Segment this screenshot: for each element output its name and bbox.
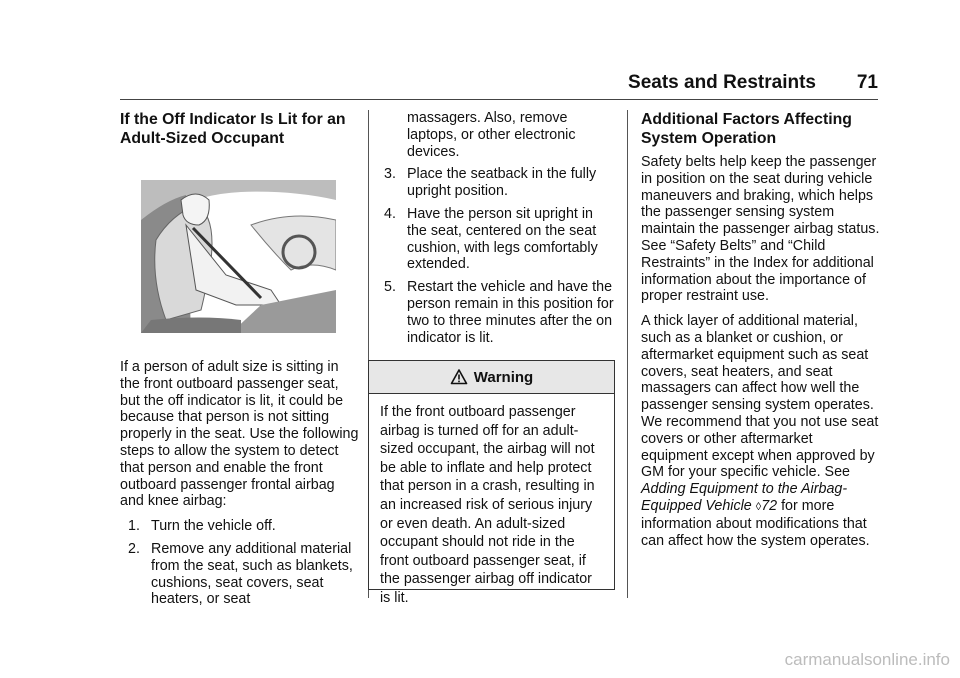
list-item: [120, 518, 360, 535]
page-ref-number[interactable]: 72: [761, 497, 778, 514]
step-number: 4.: [384, 205, 396, 222]
step-text: Restart the vehicle and have the person remain in this position for two to three minutes after the on indicator is lit.: [407, 279, 614, 346]
section-heading: Additional Factors Affecting System Operation: [641, 111, 852, 147]
section-heading: If the Off Indicator Is Lit for an Adult-Sized Occupant: [120, 111, 346, 147]
step-number: 3.: [384, 166, 396, 183]
column-2: [384, 110, 616, 352]
column-divider: [627, 110, 628, 598]
step-text: massagers. Also, remove laptops, or other electronic devices.: [407, 110, 576, 160]
step-number: 5.: [384, 279, 396, 296]
warning-header: [369, 361, 614, 394]
warning-box: [368, 360, 615, 606]
step-text: Turn the vehicle off.: [151, 518, 276, 535]
adult-passenger-seated-illustration: [141, 180, 336, 333]
list-item: [384, 166, 616, 200]
header-rule: [120, 99, 878, 100]
paragraph-text: for more information about modifications that can affect how the system operates.: [641, 497, 870, 549]
list-item-continued: [384, 110, 616, 160]
page-number: 71: [856, 72, 878, 93]
paragraph: [641, 313, 881, 549]
cross-reference-link[interactable]: Adding Equipment to the Airbag-Equipped Vehicle: [641, 481, 848, 514]
column-1-body: [120, 359, 360, 614]
warning-text: If the front outboard passenger airbag is turned off for an adult-sized occupant, the airbag will not be able to inflate and help protect that person in a crash, resulting in an increased risk of serious injury or even death. An adult-sized occupant should not ride in the front outboard passenger seat, if the passenger airbag off indicator is lit.: [380, 404, 595, 606]
paragraph-text: A thick layer of additional material, such as a blanket or cushion, or aftermarket equipment such as seat covers, seat heaters, and seat massagers can affect how well the passenger sensing system operates. We recommend that you not use seat covers or other aftermarket equipment except when approved by GM for your specific vehicle. See: [641, 313, 879, 481]
column-3: [641, 110, 881, 549]
page-ref-icon: ◊: [755, 500, 762, 513]
list-item: [384, 206, 616, 273]
column-1: [120, 110, 360, 148]
list-item: [120, 541, 360, 608]
step-text: Place the seatback in the fully upright position.: [407, 166, 597, 200]
intro-paragraph: If a person of adult size is sitting in the front outboard passenger seat, but the off indicator is lit, it could be because that person is not sitting properly in the seat. Use the following steps to allow the system to detect that person and enable the front outboard passenger frontal airbag and knee airbag:: [120, 359, 359, 510]
paragraph: Safety belts help keep the passenger in position on the seat during vehicle maneuvers and braking, which helps the passenger sensing system maintain the passenger airbag status. See “Safety Belts” and “Child Restraints” in the Index for additional information about the importance of proper restraint use.: [641, 154, 880, 305]
list-item: [384, 279, 616, 346]
warning-title: Warning: [473, 368, 534, 386]
step-text: Remove any additional material from the seat, such as blankets, cushions, seat covers, seat heaters, or seat: [151, 540, 353, 608]
step-number: 2.: [128, 540, 140, 557]
watermark: carmanualsonline.info: [784, 650, 950, 669]
section-title: Seats and Restraints: [628, 72, 816, 93]
step-number: 1.: [128, 518, 140, 535]
warning-triangle-icon: [450, 368, 468, 386]
step-text: Have the person sit upright in the seat, centered on the seat cushion, with legs comfortably extended.: [407, 205, 598, 273]
page-header: [628, 68, 878, 98]
